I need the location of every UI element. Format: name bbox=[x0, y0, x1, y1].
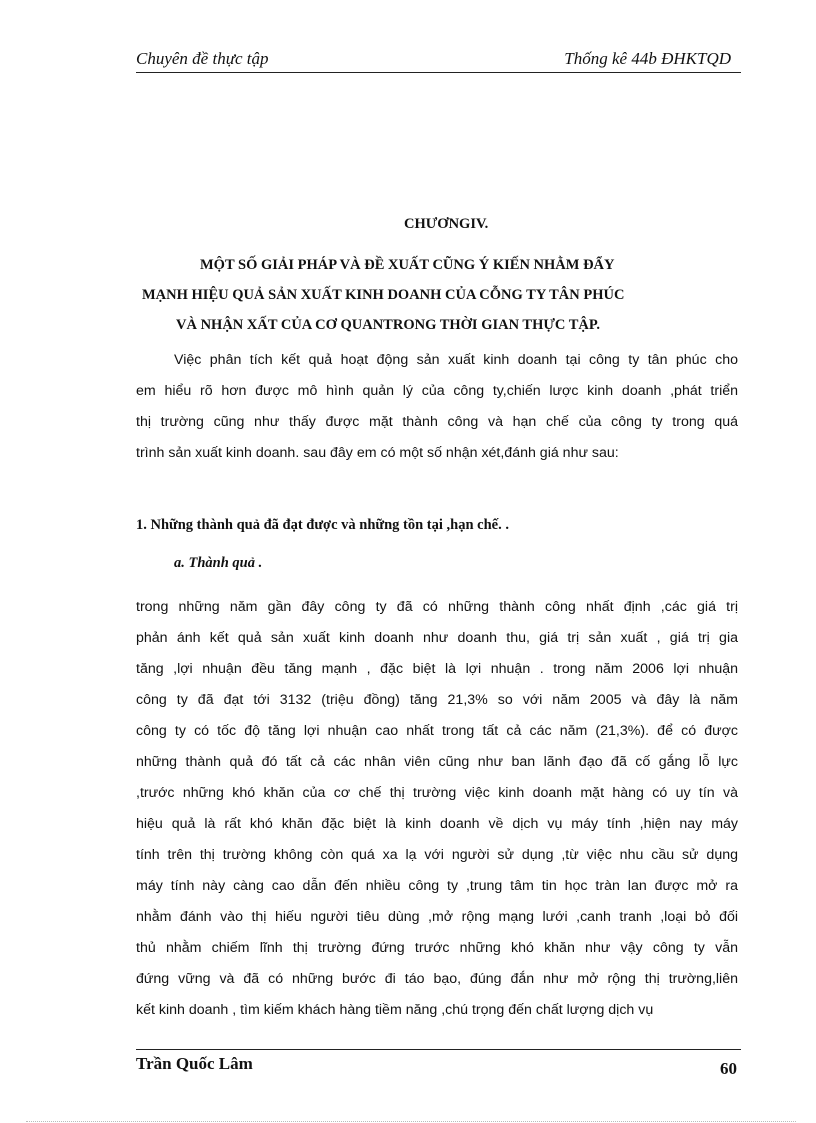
body-line: hiệu quả là rất khó khăn đặc biệt là kinh doanh về dịch vụ máy tính ,hiện nay máy bbox=[136, 816, 738, 832]
body-line: đứng vững và đã có những bước đi táo bạo, đúng đắn như mở rộng thị trường,liên bbox=[136, 971, 738, 987]
body-line: nhằm đánh vào thị hiếu người tiêu dùng ,mở rộng mạng lưới ,canh tranh ,loại bỏ đối bbox=[136, 909, 738, 925]
footer-author: Trần Quốc Lâm bbox=[136, 1054, 253, 1073]
chapter-title: CHƯƠNGIV. bbox=[404, 216, 489, 232]
intro-line: Việc phân tích kết quả hoạt động sản xuất kinh doanh tại công ty tân phúc cho bbox=[174, 352, 738, 368]
footer-divider bbox=[136, 1049, 741, 1050]
body-line: ,trước những khó khăn của cơ chế thị trường việc kinh doanh mặt hàng có uy tín và bbox=[136, 785, 738, 801]
intro-paragraph bbox=[136, 345, 738, 469]
section-heading: 1. Những thành quả đã đạt được và những tồn tại ,hạn chế. . bbox=[136, 517, 509, 533]
body-line: những thành quả đó tất cả các nhân viên cũng như ban lãnh đạo đã cố gắng lỗ lực bbox=[136, 754, 738, 770]
body-line: thủ nhằm chiếm lĩnh thị trường đứng trước những khó khăn như vậy công ty vẫn bbox=[136, 940, 738, 956]
intro-line: thị trường cũng như thấy được mặt thành công và hạn chế của công ty trong quá bbox=[136, 414, 738, 430]
chapter-subtitle-line: MỘT SỐ GIẢI PHÁP VÀ ĐỀ XUẤT CŨNG Ý KIẾN NHẰM ĐẨY bbox=[200, 257, 615, 273]
page-edge-divider bbox=[26, 1121, 796, 1122]
body-line: trong những năm gần đây công ty đã có những thành công nhất định ,các giá trị bbox=[136, 599, 738, 615]
page-header bbox=[136, 48, 741, 73]
body-line: công ty có tốc độ tăng lợi nhuận cao nhất trong tất cả các năm (21,3%). để có được bbox=[136, 723, 738, 739]
page-number: 60 bbox=[720, 1059, 737, 1078]
chapter-subtitle-line: VÀ NHẬN XẤT CỦA CƠ QUANTRONG THỜI GIAN THỰC TẬP. bbox=[176, 317, 601, 333]
header-right-title: Thống kê 44b ĐHKTQD bbox=[564, 49, 731, 68]
body-line: công ty đã đạt tới 3132 (triệu đồng) tăng 21,3% so với năm 2005 và đây là năm bbox=[136, 692, 738, 708]
subsection-heading: a. Thành quả . bbox=[174, 555, 263, 571]
body-line: tính trên thị trường không còn quá xa lạ với người sử dụng ,từ việc nhu cầu sử dụng bbox=[136, 847, 738, 863]
body-paragraph bbox=[136, 592, 738, 1026]
body-line: phản ánh kết quả sản xuất kinh doanh như doanh thu, giá trị sản xuất , giá trị gia bbox=[136, 630, 738, 646]
body-line: máy tính này càng cao dẫn đến nhiều công ty ,trung tâm tin học tràn lan được mở ra bbox=[136, 878, 738, 894]
intro-line: em hiểu rõ hơn được mô hình quản lý của công ty,chiến lược kinh doanh ,phát triển bbox=[136, 383, 738, 399]
chapter-subtitle-line: MẠNH HIỆU QUẢ SẢN XUẤT KINH DOANH CỦA CỖNG TY TÂN PHÚC bbox=[142, 287, 625, 303]
intro-line: trình sản xuất kinh doanh. sau đây em có một số nhận xét,đánh giá như sau: bbox=[136, 445, 619, 461]
header-left-title: Chuyên đề thực tập bbox=[136, 49, 269, 68]
body-line: kết kinh doanh , tìm kiếm khách hàng tiềm năng ,chú trọng đến chất lượng dịch vụ bbox=[136, 1002, 654, 1018]
body-line: tăng ,lợi nhuận đều tăng mạnh , đặc biệt là lợi nhuận . trong năm 2006 lợi nhuận bbox=[136, 661, 738, 677]
